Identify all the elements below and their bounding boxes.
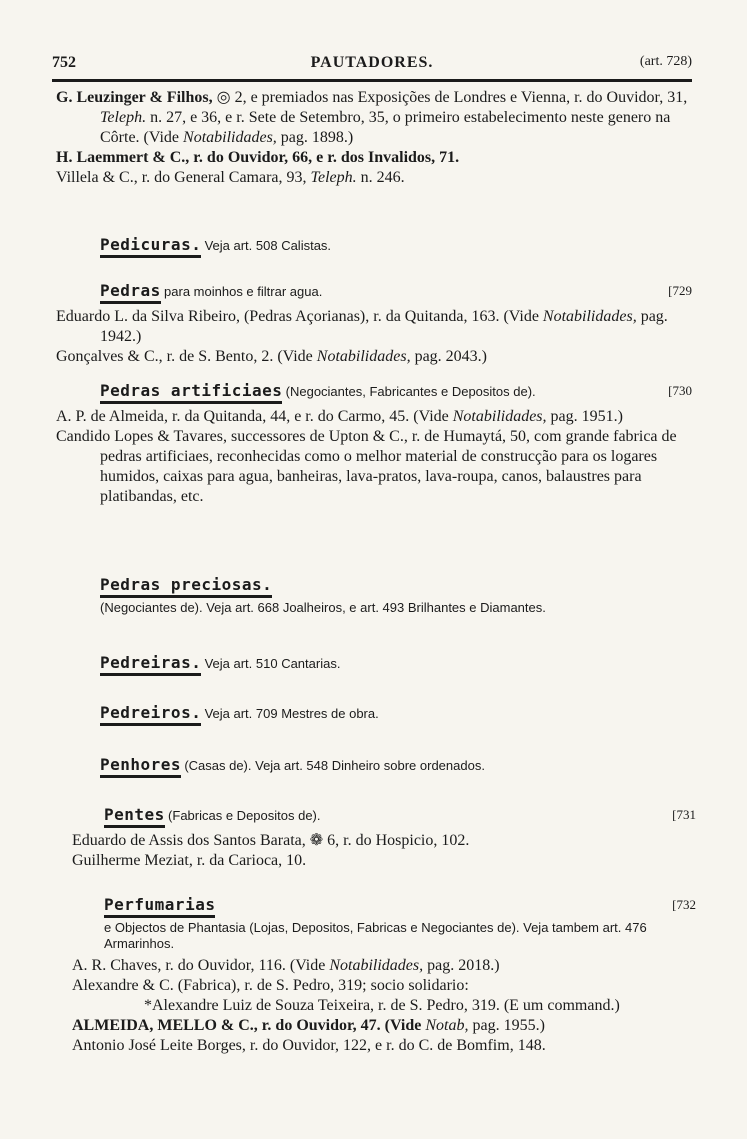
list-item: Guilherme Meziat, r. da Carioca, 10.	[72, 852, 307, 869]
list-item: *Alexandre Luiz de Souza Teixeira, r. de S. Pedro, 319. (E um command.)	[144, 997, 620, 1014]
section-pedras-artificiaes: Pedras artificiaes (Negociantes, Fabricantes e Depositos de). [730 A. P. de Almeida, r. da Quitanda, 44, e r. do Carmo, 45. (Vide Notabilidades, pag. 1951.) Candido Lopes & Tavares, successores de Upton & C., r. de Humaytá, 50, com grande fabrica de pedras artificiaes, reconhecidas como o melhor material de construcção para os logares humidos, caixas para agua, banheiras, lava-pratos, lava-roupa, canos, balaustres para platibandas, etc.	[56, 381, 692, 505]
section-penhores: Penhores (Casas de). Veja art. 548 Dinheiro sobre ordenados.	[100, 756, 690, 778]
medal-icon: ◎	[216, 89, 231, 106]
article-number: [732	[672, 897, 696, 912]
article-number: [729	[668, 283, 692, 298]
section-title: Pedicuras.	[100, 236, 201, 258]
section-pentes: Pentes (Fabricas e Depositos de). [731 Eduardo de Assis dos Santos Barata, ❁ 6, r. do Hospicio, 102. Guilherme Meziat, r. da Carioca, 10.	[60, 806, 696, 871]
section-title: Penhores	[100, 756, 181, 778]
list-item: A. P. de Almeida, r. da Quitanda, 44, e r. do Carmo, 45. (Vide Notabilidades, pag. 1951.)	[56, 408, 623, 425]
list-item: ALMEIDA, MELLO & C., r. do Ouvidor, 47. (Vide Notab, pag. 1955.)	[72, 1017, 545, 1034]
flower-icon: ❁	[309, 832, 324, 849]
section-pedreiros: Pedreiros. Veja art. 709 Mestres de obra.	[100, 704, 690, 726]
list-item: Eduardo L. da Silva Ribeiro, (Pedras Açorianas), r. da Quitanda, 163. (Vide Notabilidades, pag. 1942.)	[56, 308, 668, 345]
section-title: Pedreiras.	[100, 654, 201, 676]
top-entries	[56, 88, 692, 188]
section-title: Pentes	[104, 806, 165, 828]
section-title: Perfumarias	[104, 896, 215, 918]
list-item: H. Laemmert & C., r. do Ouvidor, 66, e r. dos Invalidos, 71.	[56, 149, 460, 166]
header-rule	[52, 79, 692, 82]
section-title: Pedras artificiaes	[100, 382, 282, 404]
section-title: Pedras preciosas.	[100, 576, 272, 598]
section-pedras-preciosas	[100, 576, 690, 616]
page-number: 752	[52, 54, 76, 71]
list-item: G. Leuzinger & Filhos, ◎ 2, e premiados nas Exposições de Londres e Vienna, r. do Ouvidor, 31, Teleph. n. 27, e 36, e r. Sete de Setembro, 35, o primeiro estabelecimento neste genero na Côrte. (Vide Notabilidades, pag. 1898.)	[56, 89, 688, 146]
list-item: Villela & C., r. do General Camara, 93, Teleph. n. 246.	[56, 169, 405, 186]
list-item: Eduardo de Assis dos Santos Barata, ❁ 6, r. do Hospicio, 102.	[72, 832, 470, 849]
section-perfumarias	[60, 896, 696, 1056]
list-item: Candido Lopes & Tavares, successores de Upton & C., r. de Humaytá, 50, com grande fabrica de pedras artificiaes, reconhecidas como o melhor material de construcção para os logares humidos, caixas para agua, banheiras, lava-pratos, lava-roupa, canos, balaustres para platibandas, etc.	[56, 428, 677, 505]
header-article: (art. 728)	[639, 54, 692, 69]
section-title: Pedras	[100, 282, 161, 304]
article-number: [730	[668, 383, 692, 398]
page-header	[52, 54, 692, 76]
section-title: Pedreiros.	[100, 704, 201, 726]
section-pedreiras: Pedreiras. Veja art. 510 Cantarias.	[100, 654, 690, 676]
list-item: Antonio José Leite Borges, r. do Ouvidor, 122, e r. do C. de Bomfim, 148.	[72, 1037, 546, 1054]
section-description: (Negociantes de). Veja art. 668 Joalheiros, e art. 493 Brilhantes e Diamantes.	[100, 600, 546, 615]
list-item: Alexandre & C. (Fabrica), r. de S. Pedro, 319; socio solidario:	[72, 977, 469, 994]
article-number: [731	[672, 807, 696, 822]
section-pedicuras: Pedicuras. Veja art. 508 Calistas.	[100, 236, 690, 258]
page-title: PAUTADORES.	[310, 54, 434, 71]
list-item: Gonçalves & C., r. de S. Bento, 2. (Vide Notabilidades, pag. 2043.)	[56, 348, 487, 365]
section-pedras: Pedras para moinhos e filtrar agua. [729 Eduardo L. da Silva Ribeiro, (Pedras Açorianas), r. da Quitanda, 163. (Vide Notabilidades, pag. 1942.) Gonçalves & C., r. de S. Bento, 2. (Vide Notabilidades, pag. 2043.)	[56, 281, 692, 365]
section-description: e Objectos de Phantasia (Lojas, Depositos, Fabricas e Negociantes de). Veja tambem art. 476 Armarinhos.	[104, 920, 647, 951]
list-item: A. R. Chaves, r. do Ouvidor, 116. (Vide Notabilidades, pag. 2018.)	[72, 957, 500, 974]
